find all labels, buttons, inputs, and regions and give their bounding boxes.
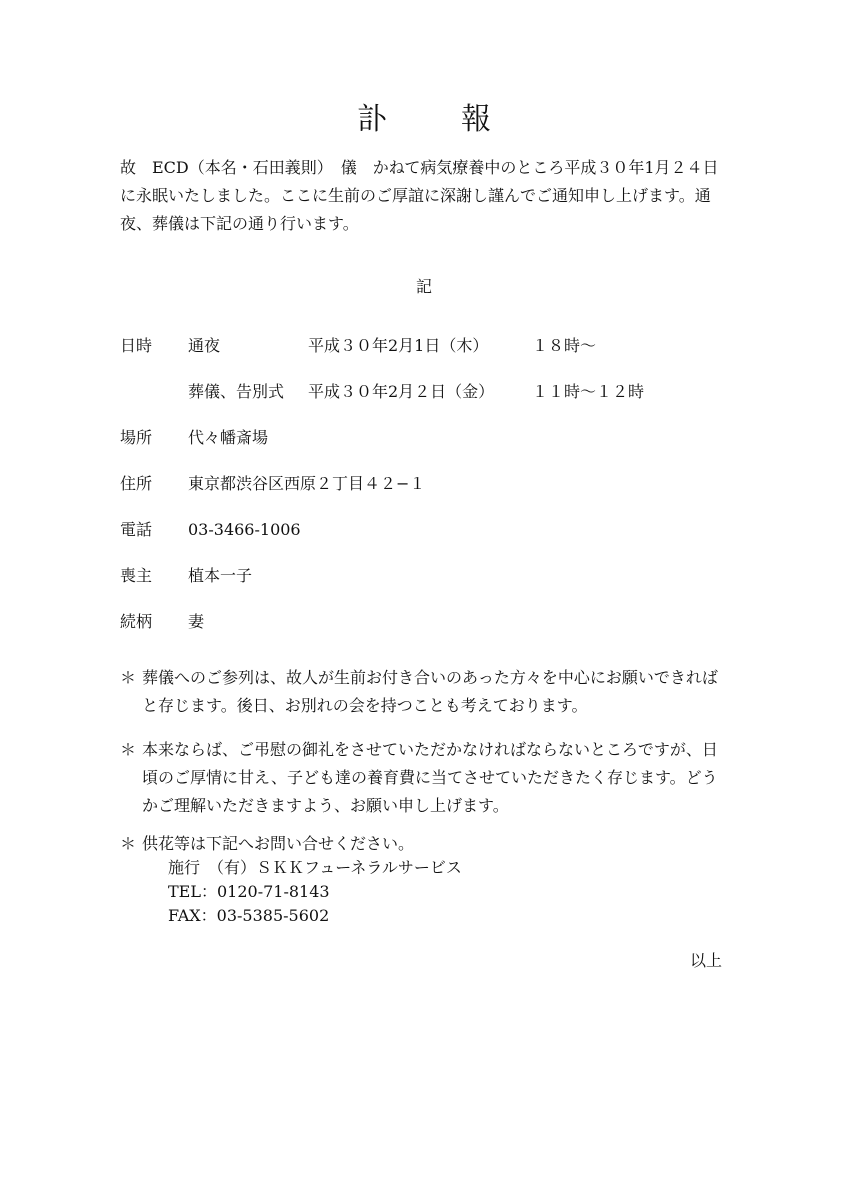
- note-attendance: [120, 664, 732, 720]
- detail-value: 03-3466-1006: [188, 520, 301, 539]
- wake-time: １８時〜: [532, 336, 597, 355]
- funeral-time: １１時〜１２時: [532, 382, 645, 401]
- note-condolence: [120, 736, 732, 820]
- funeral-label: 葬儀、告別式: [188, 382, 285, 401]
- wake-date: 平成３０年2月1日（木）: [308, 336, 489, 355]
- note-text: 供花等は下記へお問い合せください。: [142, 834, 415, 853]
- page-title: 訃 報: [357, 102, 513, 137]
- detail-value: 植本一子: [188, 566, 253, 585]
- contact-company: 施行 （有）ＳＫＫフューネラルサービス: [168, 858, 462, 877]
- contact-fax: FAX：03-5385-5602: [168, 906, 330, 925]
- note-text: 葬儀へのご参列は、故人が生前お付き合いのあった方々を中心にお願いできればと存じます。後日、お別れの会を持つことも考えております。: [142, 668, 718, 715]
- detail-label: 電話: [120, 520, 153, 539]
- wake-label: 通夜: [188, 336, 221, 355]
- detail-label: 場所: [120, 428, 153, 447]
- detail-label: 続柄: [120, 612, 153, 631]
- note-text: 本来ならば、ご弔慰の御礼をさせていただかなければならないところですが、日頃のご厚情に甘え、子ども達の養育費に当てさせていただきたく存じます。どうかご理解いただきますよう、お願い申し上げます。: [142, 740, 718, 815]
- ki-heading: 記: [415, 277, 432, 296]
- detail-value: 代々幡斎場: [188, 428, 269, 447]
- detail-value: 東京都渋谷区西原２丁目４２−１: [188, 474, 426, 493]
- funeral-date: 平成３０年2月２日（金）: [308, 382, 495, 401]
- asterisk-mark: ＊: [120, 740, 137, 759]
- closing-text: 以上: [690, 951, 723, 970]
- intro-paragraph: 故 ECD（本名・石田義則） 儀 かねて病気療養中のところ平成３０年1月２４日に永眠いたしました。ここに生前のご厚誼に深謝し謹んでご通知申し上げます。通夜、葬儀は下記の通り行います。: [120, 158, 719, 233]
- detail-label: 住所: [120, 474, 153, 493]
- contact-tel: TEL：0120-71-8143: [168, 882, 330, 901]
- asterisk-mark: ＊: [120, 668, 137, 687]
- asterisk-mark: ＊: [120, 834, 137, 853]
- schedule-label: 日時: [120, 336, 153, 355]
- detail-value: 妻: [188, 612, 205, 631]
- detail-label: 喪主: [120, 566, 153, 585]
